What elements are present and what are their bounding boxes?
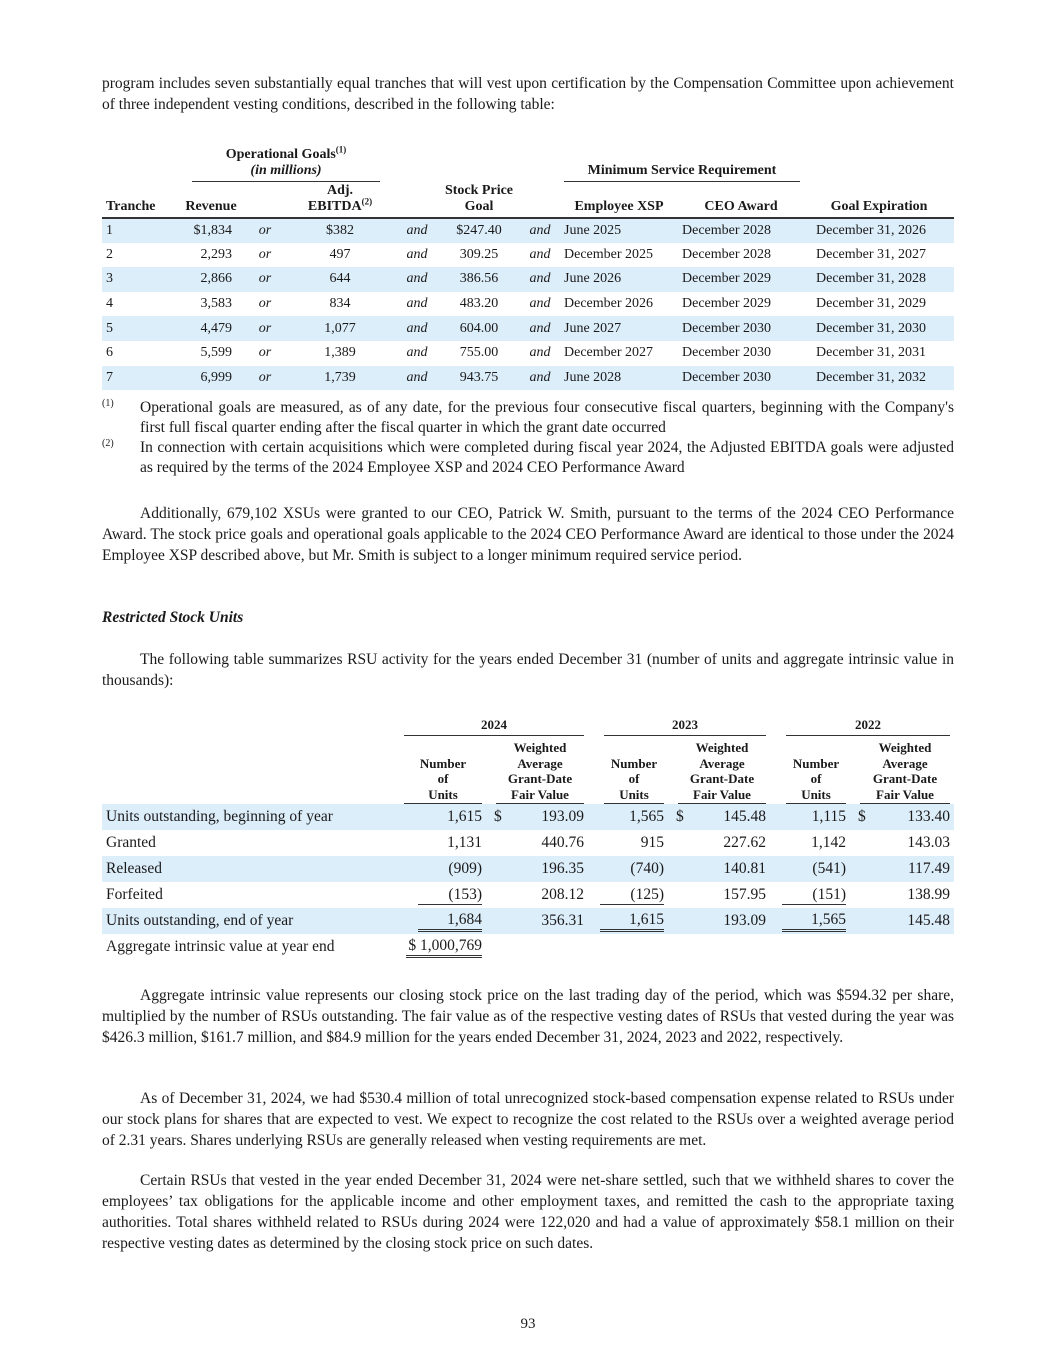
rsu-table bbox=[102, 716, 954, 960]
tranche-table-container bbox=[102, 142, 954, 390]
employee-xsp-cell: December 2025 bbox=[564, 246, 654, 262]
tranche-cell: 7 bbox=[102, 366, 176, 391]
fair-value-2023: $ 145.48 bbox=[668, 804, 770, 830]
ceo-award-cell: December 2029 bbox=[678, 267, 804, 292]
and-connector: and bbox=[406, 345, 428, 361]
revenue-cell: 2,293 bbox=[200, 246, 232, 262]
or-connector: or bbox=[258, 246, 272, 262]
units-2023: 1,615 bbox=[588, 908, 668, 934]
and-connector: and bbox=[520, 267, 560, 292]
units-2024: (153) bbox=[388, 882, 486, 908]
units-2023: 915 bbox=[640, 834, 664, 851]
tranche-row bbox=[102, 243, 954, 268]
col-units-2023: Number of Units bbox=[588, 736, 668, 804]
rsu-intro-paragraph: The following table summarizes RSU activity for the years ended December 31 (number of units and aggregate intrinsic value in thousands): bbox=[102, 651, 954, 689]
ebitda-cell: 1,739 bbox=[284, 366, 396, 391]
col-stock-price-goal: Stock Price Goal bbox=[438, 182, 520, 218]
tranche-row bbox=[102, 218, 954, 243]
year-header-2024: 2024 bbox=[388, 716, 588, 736]
revenue-cell: 6,999 bbox=[176, 366, 246, 391]
fair-value-2024: 208.12 bbox=[541, 886, 584, 903]
col-revenue: Revenue bbox=[176, 182, 246, 218]
employee-xsp-cell: June 2027 bbox=[560, 316, 678, 341]
rsu-table-container bbox=[102, 716, 954, 960]
col-tranche: Tranche bbox=[102, 182, 176, 218]
and-connector: and bbox=[529, 345, 551, 361]
units-2024: 1,615 bbox=[388, 804, 486, 830]
fair-value-2022: 138.99 bbox=[907, 886, 950, 903]
tranche-row bbox=[102, 292, 954, 317]
dollar-sign: $ bbox=[676, 808, 684, 825]
fair-value-2024: 356.31 bbox=[486, 908, 588, 934]
stock-price-cell: 483.20 bbox=[459, 296, 499, 312]
or-connector: or bbox=[246, 218, 284, 243]
fair-value-2022: 143.03 bbox=[907, 834, 950, 851]
tranche-table bbox=[102, 142, 954, 390]
fair-value-2024: $ 193.09 bbox=[486, 804, 588, 830]
or-connector: or bbox=[246, 316, 284, 341]
intro-paragraph: program includes seven substantially equal tranches that will vest upon certification by the Compensation Committee upon achievement of three independent vesting conditions, described in the following table: bbox=[102, 75, 954, 113]
units-2022: 1,115 bbox=[770, 804, 850, 830]
units-2022: (151) bbox=[770, 882, 850, 908]
employee-xsp-cell: June 2026 bbox=[560, 267, 678, 292]
ceo-award-cell: December 2030 bbox=[678, 316, 804, 341]
operational-goals-group-header: Operational Goals$^{(1)}$ (in millions) bbox=[176, 142, 396, 182]
dollar-sign: $ bbox=[858, 808, 866, 825]
goal-expiration-cell: December 31, 2027 bbox=[816, 246, 927, 262]
stock-price-cell: 755.00 bbox=[459, 345, 499, 361]
fair-value-2022: $ 133.40 bbox=[850, 804, 954, 830]
net-share-paragraph: Certain RSUs that vested in the year ended December 31, 2024 were net-share settled, such that we withheld shares to cover the employees’ tax obligations for the applicable income and other employment taxes, and remitted the cash to the appropriate taxing authorities. Total shares withheld related to RSUs during 2024 were 122,020 and had a value of approximately $58.1 million on their respective vesting dates as determined by the closing stock price on such dates. bbox=[102, 1172, 954, 1252]
or-connector: or bbox=[258, 296, 272, 312]
revenue-cell: 4,479 bbox=[176, 316, 246, 341]
and-connector: and bbox=[520, 218, 560, 243]
and-connector: and bbox=[520, 366, 560, 391]
and-connector: and bbox=[529, 246, 551, 262]
goal-expiration-cell: December 31, 2030 bbox=[804, 316, 954, 341]
ceo-award-cell: December 2030 bbox=[678, 366, 804, 391]
ceo-award-cell: December 2029 bbox=[682, 296, 772, 312]
year-header-2023: 2023 bbox=[588, 716, 770, 736]
aggregate-intrinsic-row bbox=[102, 934, 954, 960]
units-2023: (740) bbox=[588, 856, 668, 882]
aggregate-value: $ 1,000,769 bbox=[388, 934, 486, 960]
tranche-cell: 6 bbox=[106, 345, 113, 361]
rsu-row bbox=[102, 830, 954, 856]
footnote-1: (1) Operational goals are measured, as of any date, for the previous four consecutive fiscal quarters, beginning with the Company's first full fiscal quarter ending after the fiscal quarter in which the grant date occurred bbox=[102, 398, 954, 436]
employee-xsp-cell: December 2027 bbox=[564, 345, 654, 361]
employee-xsp-cell: June 2025 bbox=[560, 218, 678, 243]
rsu-row bbox=[102, 856, 954, 882]
rsu-row-label: Released bbox=[102, 856, 388, 882]
fair-value-2023: 193.09 bbox=[668, 908, 770, 934]
stock-price-cell: $247.40 bbox=[438, 218, 520, 243]
goal-expiration-cell: December 31, 2032 bbox=[804, 366, 954, 391]
ebitda-cell: 1,077 bbox=[284, 316, 396, 341]
units-2024: 1,684 bbox=[388, 908, 486, 934]
fair-value-2024: 196.35 bbox=[486, 856, 588, 882]
revenue-cell: 3,583 bbox=[200, 296, 232, 312]
or-connector: or bbox=[258, 345, 272, 361]
and-connector: and bbox=[529, 296, 551, 312]
ceo-award-cell: December 2030 bbox=[682, 345, 772, 361]
tranche-cell: 1 bbox=[102, 218, 176, 243]
rsu-row bbox=[102, 908, 954, 934]
aggregate-value-paragraph: Aggregate intrinsic value represents our closing stock price on the last trading day of the period, which was $594.32 per share, multiplied by the number of RSUs outstanding. The fair value as of the respective vesting dates of RSUs that vested during the year was $426.3 million, $161.7 million, and $84.9 million for the years ended December 31, 2024, 2023 and 2022, respectively. bbox=[102, 987, 954, 1046]
ebitda-cell: 644 bbox=[284, 267, 396, 292]
tranche-cell: 2 bbox=[106, 246, 113, 262]
and-connector: and bbox=[396, 267, 438, 292]
ebitda-cell: 497 bbox=[329, 246, 351, 262]
goal-expiration-cell: December 31, 2029 bbox=[816, 296, 927, 312]
ceo-award-cell: December 2028 bbox=[678, 218, 804, 243]
or-connector: or bbox=[246, 366, 284, 391]
units-2022: (541) bbox=[770, 856, 850, 882]
and-connector: and bbox=[406, 296, 428, 312]
rsu-row bbox=[102, 882, 954, 908]
ceo-award-cell: December 2028 bbox=[682, 246, 772, 262]
stock-price-cell: 309.25 bbox=[459, 246, 499, 262]
revenue-cell: 2,866 bbox=[176, 267, 246, 292]
tranche-cell: 3 bbox=[102, 267, 176, 292]
stock-price-cell: 943.75 bbox=[438, 366, 520, 391]
units-2024: 1,131 bbox=[447, 834, 482, 851]
fair-value-2023: 157.95 bbox=[723, 886, 766, 903]
units-2022: 1,142 bbox=[811, 834, 846, 851]
service-requirement-group-header: Minimum Service Requirement bbox=[560, 142, 804, 182]
employee-xsp-cell: December 2026 bbox=[564, 296, 654, 312]
tranche-cell: 5 bbox=[102, 316, 176, 341]
col-units-2022: Number of Units bbox=[770, 736, 850, 804]
col-employee-xsp: Employee XSP bbox=[560, 182, 678, 218]
col-fair-2022: Weighted Average Grant-Date Fair Value bbox=[850, 736, 954, 804]
col-ceo-award: CEO Award bbox=[678, 182, 804, 218]
stock-price-cell: 604.00 bbox=[438, 316, 520, 341]
rsu-heading: Restricted Stock Units bbox=[102, 609, 244, 626]
or-connector: or bbox=[246, 267, 284, 292]
unrecognized-expense-paragraph: As of December 31, 2024, we had $530.4 million of total unrecognized stock-based compensation expense related to RSUs under our stock plans for shares that are expected to vest. We expect to recognize the cost related to the RSUs over a weighted average period of 2.31 years. Shares underlying RSUs are generally released when vesting requirements are met. bbox=[102, 1090, 954, 1149]
revenue-cell: 5,599 bbox=[200, 345, 232, 361]
dollar-sign: $ bbox=[494, 808, 502, 825]
units-2024: (909) bbox=[388, 856, 486, 882]
goal-expiration-cell: December 31, 2031 bbox=[816, 345, 927, 361]
units-2022: 1,565 bbox=[770, 908, 850, 934]
goal-expiration-cell: December 31, 2026 bbox=[804, 218, 954, 243]
rsu-row-label: Granted bbox=[106, 834, 156, 851]
tranche-cell: 4 bbox=[106, 296, 113, 312]
revenue-cell: $1,834 bbox=[176, 218, 246, 243]
fair-value-2024: 440.76 bbox=[541, 834, 584, 851]
aggregate-label: Aggregate intrinsic value at year end bbox=[106, 938, 335, 955]
ceo-award-paragraph: Additionally, 679,102 XSUs were granted to our CEO, Patrick W. Smith, pursuant to the terms of the 2024 CEO Performance Award. The stock price goals and operational goals applicable to the 2024 CEO Performance Award are identical to those under the 2024 Employee XSP described above, but Mr. Smith is subject to a longer minimum required service period. bbox=[102, 505, 954, 564]
rsu-row-label: Units outstanding, end of year bbox=[102, 908, 388, 934]
fair-value-2023: 140.81 bbox=[668, 856, 770, 882]
units-2023: 1,565 bbox=[588, 804, 668, 830]
footnote-2: (2) In connection with certain acquisitions which were completed during fiscal year 2024, the Adjusted EBITDA goals were adjusted as required by the terms of the 2024 Employee XSP and 2024 CEO Performance Award bbox=[102, 438, 954, 476]
tranche-row bbox=[102, 341, 954, 366]
col-fair-2024: Weighted Average Grant-Date Fair Value bbox=[486, 736, 588, 804]
tranche-row bbox=[102, 267, 954, 292]
tranche-row bbox=[102, 366, 954, 391]
fair-value-2022: 117.49 bbox=[850, 856, 954, 882]
rsu-row bbox=[102, 804, 954, 830]
year-header-2022: 2022 bbox=[770, 716, 954, 736]
tranche-row bbox=[102, 316, 954, 341]
and-connector: and bbox=[396, 366, 438, 391]
fair-value-2023: 227.62 bbox=[723, 834, 766, 851]
col-fair-2023: Weighted Average Grant-Date Fair Value bbox=[668, 736, 770, 804]
employee-xsp-cell: June 2028 bbox=[560, 366, 678, 391]
stock-price-cell: 386.56 bbox=[438, 267, 520, 292]
ebitda-cell: 1,389 bbox=[324, 345, 356, 361]
col-goal-expiration: Goal Expiration bbox=[804, 182, 954, 218]
col-units-2024: Number of Units bbox=[388, 736, 486, 804]
goal-expiration-cell: December 31, 2028 bbox=[804, 267, 954, 292]
page-number: 93 bbox=[520, 1316, 536, 1332]
and-connector: and bbox=[520, 316, 560, 341]
ebitda-cell: $382 bbox=[284, 218, 396, 243]
rsu-row-label: Forfeited bbox=[106, 886, 163, 903]
and-connector: and bbox=[396, 316, 438, 341]
and-connector: and bbox=[406, 246, 428, 262]
rsu-row-label: Units outstanding, beginning of year bbox=[102, 804, 388, 830]
ebitda-cell: 834 bbox=[329, 296, 351, 312]
fair-value-2022: 145.48 bbox=[850, 908, 954, 934]
col-ebitda: Adj. EBITDA$^{(2)}$ bbox=[284, 182, 396, 218]
and-connector: and bbox=[396, 218, 438, 243]
units-2023: (125) bbox=[588, 882, 668, 908]
